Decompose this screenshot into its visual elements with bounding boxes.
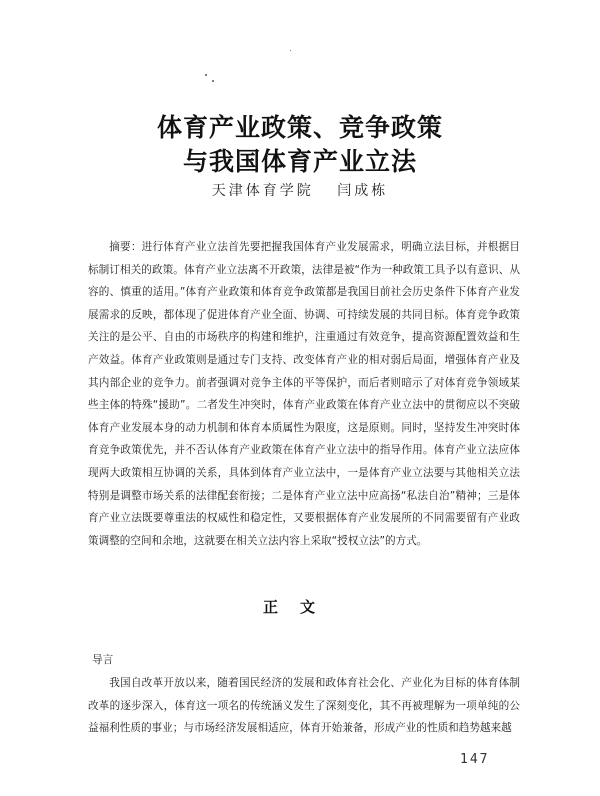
author-name: 闫成栋 bbox=[337, 183, 389, 199]
scan-speck bbox=[205, 74, 207, 76]
author-institution: 天津体育学院 bbox=[211, 183, 314, 199]
intro-label: 导言 bbox=[92, 654, 114, 666]
abstract-paragraph: 摘要：进行体育产业立法首先要把握我国体育产业发展需求，明确立法目标，并根据目标制订相关的政策。体育产业立法离不开政策，法律是被“作为一种政策工具予以有意识、从容的、慎重的适用。”体育产业政策和体育竞争政策都是我国目前社会历史条件下体育产业发展需求的反映，都体现了促进体育产业全面、协调、可持续发展的共同目标。体育竞争政策关注的是公平、自由的市场秩序的构建和维护，注重通过有效竞争，提高资源配置效益和生产效益。体育产业政策则是通过专门支持、改变体育产业的相对弱后局面，增强体育产业及其内部企业的竞争力。前者强调对竞争主体的平等保护，而后者则暗示了对体育竞争领域某些主体的特殊“援助”。二者发生冲突时，体育产业政策在体育产业立法中的贯彻应以不突破体育产业发展本身的动力机制和体育本质属性为限度，这是原则。同时，坚持发生冲突时体育竞争政策优先，并不否认体育产业政策在体育产业立法中的指导作用。体育产业立法应体现两大政策相互协调的关系，具体到体育产业立法中，一是体育产业立法要与其他相关立法特别是调整市场关系的法律配套衔接；二是体育产业立法中应高扬“私法自治”精神；三是体育产业立法既要尊重法的权威性和稳定性，又要根据体育产业发展所的不同需要留有产业政策调整的空间和余地，这就要在相关立法内容上采取“授权立法”的方式。 bbox=[88, 241, 520, 547]
author-line bbox=[0, 180, 600, 200]
body-paragraph: 我国自改革开放以来，随着国民经济的发展和政体育社会化、产业化为目标的体育体制改革的逐步深入，体育这一项名的传统涵义发生了深刻变化，其不再被理解为一项单纯的公益福利性质的事业；与市场经济发展相适应，体育开始兼备，形成产业的性质和趋势越来越 bbox=[88, 677, 520, 735]
page-number: 147 bbox=[460, 752, 490, 767]
scan-speck bbox=[290, 50, 291, 51]
paper-title-line-2: 与我国体育产业立法 bbox=[182, 147, 417, 176]
section-heading: 正文 bbox=[262, 598, 337, 616]
paper-title-line-1: 体育产业政策、竞争政策 bbox=[156, 113, 443, 142]
scan-speck bbox=[212, 80, 214, 82]
